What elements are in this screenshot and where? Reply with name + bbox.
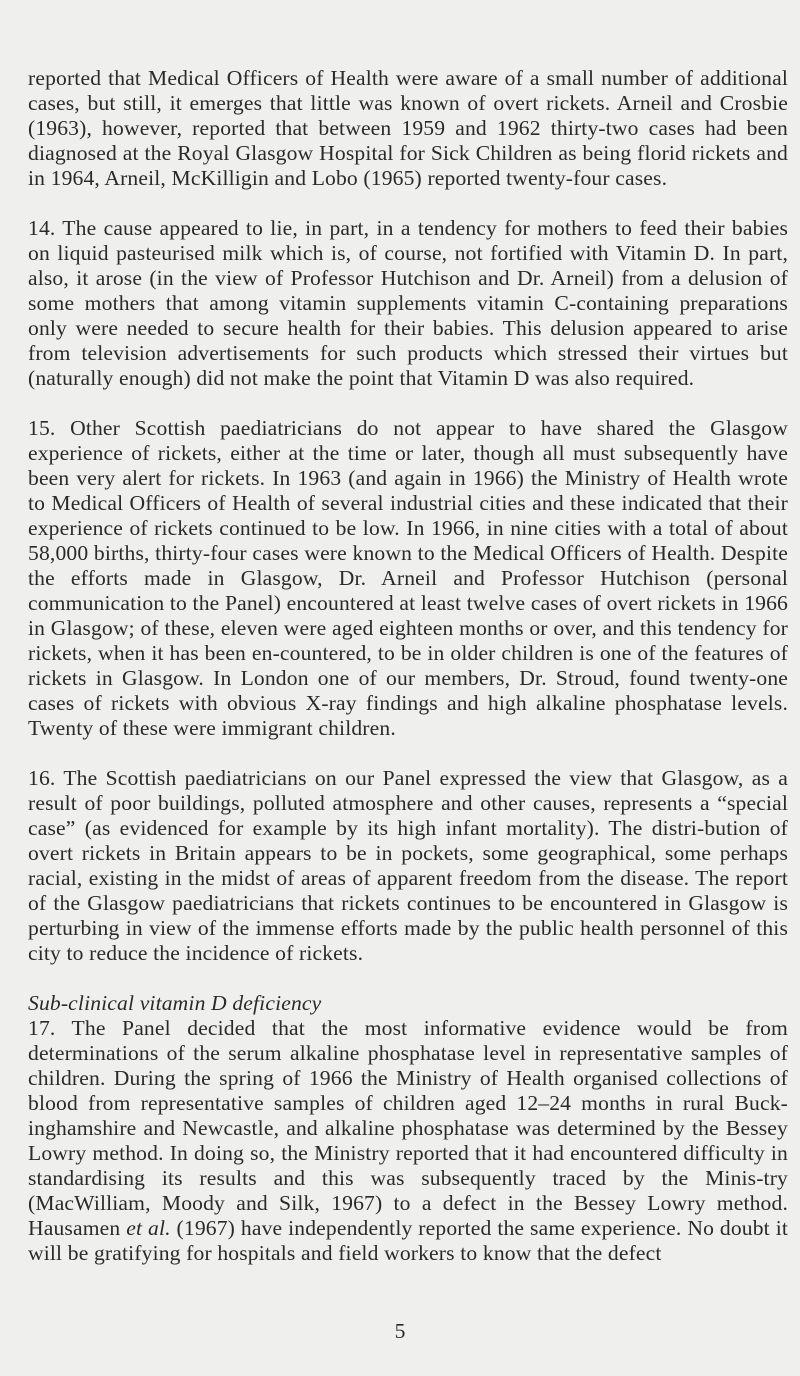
- paragraph-spacer: [28, 391, 788, 416]
- paragraph-14: 14. The cause appeared to lie, in part, in a tendency for mothers to feed their babies on liquid pasteurised milk which is, of course, not fortified with Vitamin D. In part, also, it arose (in the view of Professor Hutchison and Dr. Arneil) from a delusion of some mothers that among vitamin supplements vitamin C-containing preparations only were needed to secure health for their babies. This delusion appeared to arise from television advertisements for such products which stressed their virtues but (naturally enough) did not make the point that Vitamin D was also required.: [28, 216, 788, 390]
- paragraph-17: [28, 1016, 788, 1266]
- paragraph-17-italic: et al.: [126, 1216, 171, 1240]
- paragraph-spacer: [28, 191, 788, 216]
- document-body: [28, 66, 788, 1266]
- paragraph-17-lead: 17. The Panel decided that the most informative evidence would be from determinations of the serum alkaline phosphatase level in representative samples of children. During the spring of 1966 the Ministry of Health organised collections of blood from representative samples of children aged 12–24 months in rural Buck-inghamshire and Newcastle, and alkaline phosphatase was determined by the Bessey Lowry method. In doing so, the Ministry reported that it had encountered difficulty in standardising its results and this was subsequently traced by the Minis-try (MacWilliam, Moody and Silk, 1967) to a defect in the Bessey Lowry method. Hausamen: [28, 1016, 788, 1240]
- paragraph-15: 15. Other Scottish paediatricians do not appear to have shared the Glasgow experience of rickets, either at the time or later, though all must subsequently have been very alert for rickets. In 1963 (and again in 1966) the Ministry of Health wrote to Medical Officers of Health of several industrial cities and these indicated that their experience of rickets continued to be low. In 1966, in nine cities with a total of about 58,000 births, thirty-four cases were known to the Medical Officers of Health. Despite the efforts made in Glasgow, Dr. Arneil and Professor Hutchison (personal communication to the Panel) encountered at least twelve cases of overt rickets in 1966 in Glasgow; of these, eleven were aged eighteen months or over, and this tendency for rickets, when it has been en-countered, to be in older children is one of the features of rickets in Glasgow. In London one of our members, Dr. Stroud, found twenty-one cases of rickets with obvious X-ray findings and high alkaline phosphatase levels. Twenty of these were immigrant children.: [28, 416, 788, 740]
- section-heading: Sub-clinical vitamin D deficiency: [28, 991, 322, 1015]
- paragraph-spacer: [28, 741, 788, 766]
- page-number: 5: [394, 1319, 406, 1343]
- paragraph-17-tail: (1967) have independently reported the same experience. No doubt it will be gratifying for hospitals and field workers to know that the defect: [28, 1216, 789, 1265]
- paragraph-continuation: reported that Medical Officers of Health were aware of a small number of additional cases, but still, it emerges that little was known of overt rickets. Arneil and Crosbie (1963), however, reported that between 1959 and 1962 thirty-two cases had been diagnosed at the Royal Glasgow Hospital for Sick Children as being florid rickets and in 1964, Arneil, McKilligin and Lobo (1965) reported twenty-four cases.: [28, 66, 788, 190]
- paragraph-16: 16. The Scottish paediatricians on our Panel expressed the view that Glasgow, as a result of poor buildings, polluted atmosphere and other causes, represents a “special case” (as evidenced for example by its high infant mortality). The distri-bution of overt rickets in Britain appears to be in pockets, some geographical, some perhaps racial, existing in the midst of areas of apparent freedom from the disease. The report of the Glasgow paediatricians that rickets continues to be encountered in Glasgow is perturbing in view of the immense efforts made by the public health personnel of this city to reduce the incidence of rickets.: [28, 766, 788, 965]
- paragraph-spacer: [28, 966, 788, 991]
